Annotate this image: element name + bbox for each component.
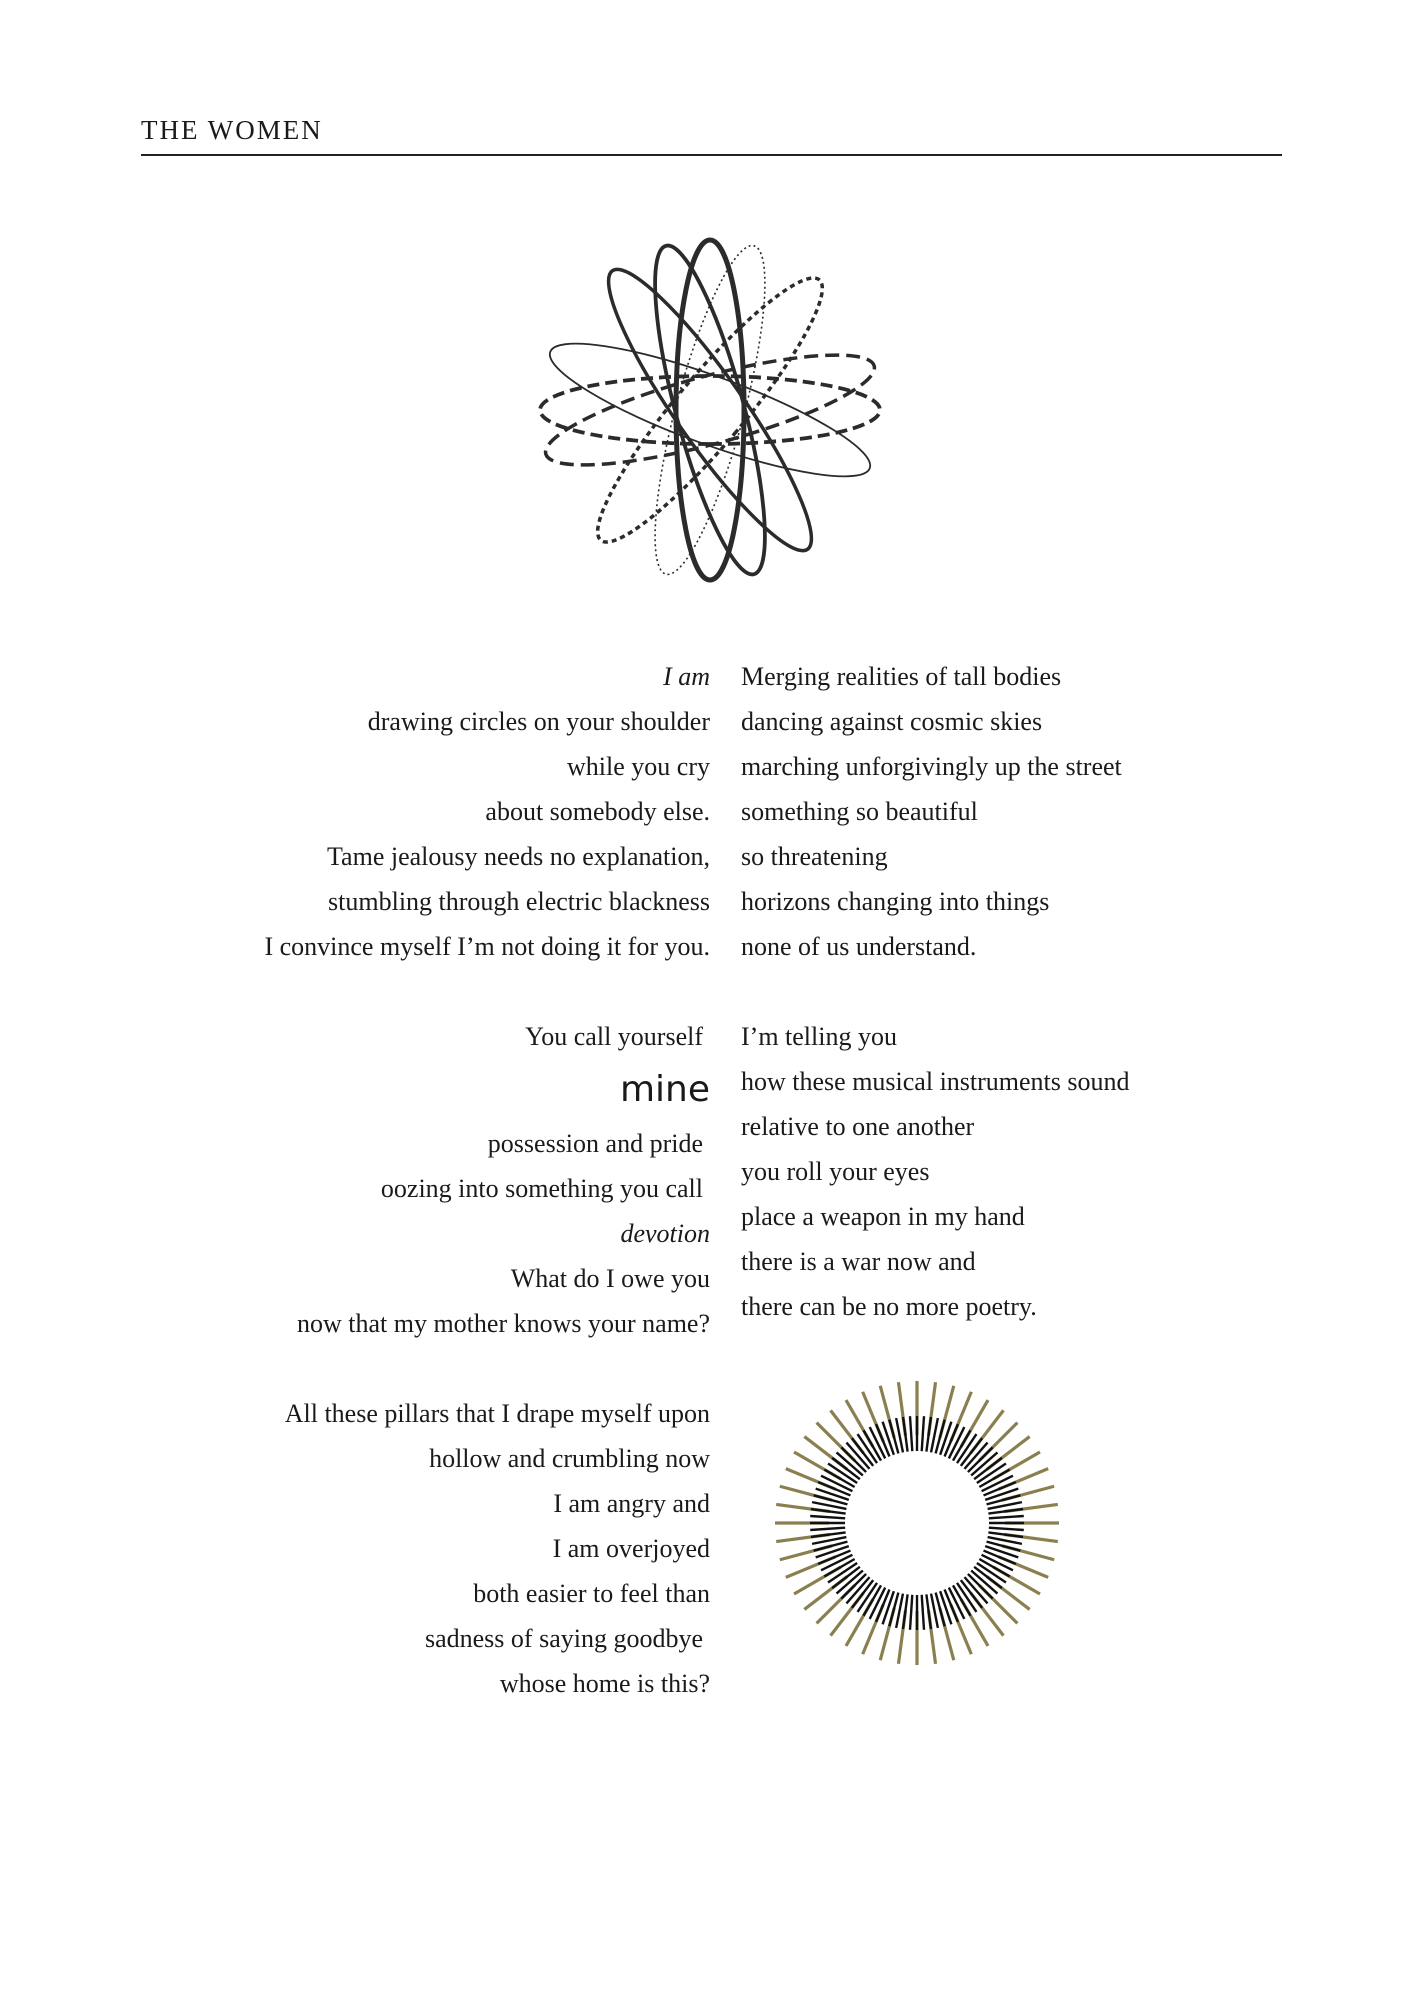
poem-line: I’m telling you — [741, 1022, 897, 1051]
ellipse-rosette-icon — [525, 225, 895, 595]
poem-line: oozing into something you call — [380, 1174, 703, 1203]
poem-line: so threatening — [741, 842, 888, 871]
poem-line: I am angry and — [553, 1489, 710, 1518]
burst-ray-inner — [910, 1416, 912, 1451]
rosette-ellipse — [539, 320, 882, 500]
poem-line: What do I owe you — [510, 1264, 710, 1293]
burst-ray-inner — [810, 1516, 845, 1518]
burst-ray-inner — [922, 1416, 924, 1451]
poem-line: while you cry — [567, 752, 710, 781]
poem-line: there can be no more poetry. — [741, 1292, 1037, 1321]
poem-line: horizons changing into things — [741, 887, 1050, 916]
poem-line: relative to one another — [741, 1112, 975, 1141]
rosette-ellipse — [676, 240, 744, 580]
burst-ray-inner — [922, 1595, 924, 1630]
running-title: THE WOMEN — [141, 115, 323, 145]
poem-line: I convince myself I’m not doing it for you. — [264, 932, 710, 961]
burst-ray-inner — [989, 1516, 1024, 1518]
poem-line: how these musical instruments sound — [741, 1067, 1130, 1096]
poem-line: mine — [619, 1069, 710, 1110]
poem-line: about somebody else. — [485, 797, 710, 826]
poem-line: stumbling through electric blackness — [328, 887, 710, 916]
poem-line: something so beautiful — [741, 797, 978, 826]
poem-line: now that my mother knows your name? — [296, 1309, 710, 1338]
poem-line: I am overjoyed — [552, 1534, 710, 1563]
stanza — [741, 654, 1301, 969]
poem-line: both easier to feel than — [473, 1579, 710, 1608]
page-header — [141, 112, 1282, 156]
poem-line: You call yourself — [525, 1022, 703, 1051]
left-poem-column — [160, 654, 710, 1751]
rosette-ellipse — [540, 376, 880, 444]
poem-line: sadness of saying goodbye — [424, 1624, 703, 1653]
rosette-ellipse — [633, 237, 787, 583]
poem-line: you roll your eyes — [741, 1157, 930, 1186]
poem-line: All these pillars that I drape myself upon — [284, 1399, 710, 1428]
poem-line: there is a war now and — [741, 1247, 976, 1276]
stanza — [160, 654, 710, 969]
poem-line: Tame jealousy needs no explanation, — [326, 842, 710, 871]
poem-line: I am — [663, 662, 710, 691]
poem-line: hollow and crumbling now — [429, 1444, 710, 1473]
poem-line: devotion — [620, 1219, 710, 1248]
stanza — [741, 1014, 1301, 1329]
stanza — [160, 1391, 710, 1706]
poem-line: possession and pride — [487, 1129, 703, 1158]
poem-line: Merging realities of tall bodies — [741, 662, 1062, 691]
poem-line: place a weapon in my hand — [741, 1202, 1025, 1231]
stanza — [160, 1014, 710, 1346]
poem-line: drawing circles on your shoulder — [367, 707, 710, 736]
burst-ray-inner — [989, 1528, 1024, 1530]
burst-ray-inner — [810, 1528, 845, 1530]
poem-line: dancing against cosmic skies — [741, 707, 1043, 736]
burst-ray-inner — [910, 1595, 912, 1630]
poem-line: none of us understand. — [741, 932, 977, 961]
poem-line: marching unforgivingly up the street — [741, 752, 1122, 781]
radial-burst-icon — [772, 1378, 1062, 1668]
right-poem-column — [741, 654, 1301, 1374]
poem-line: whose home is this? — [499, 1669, 710, 1698]
